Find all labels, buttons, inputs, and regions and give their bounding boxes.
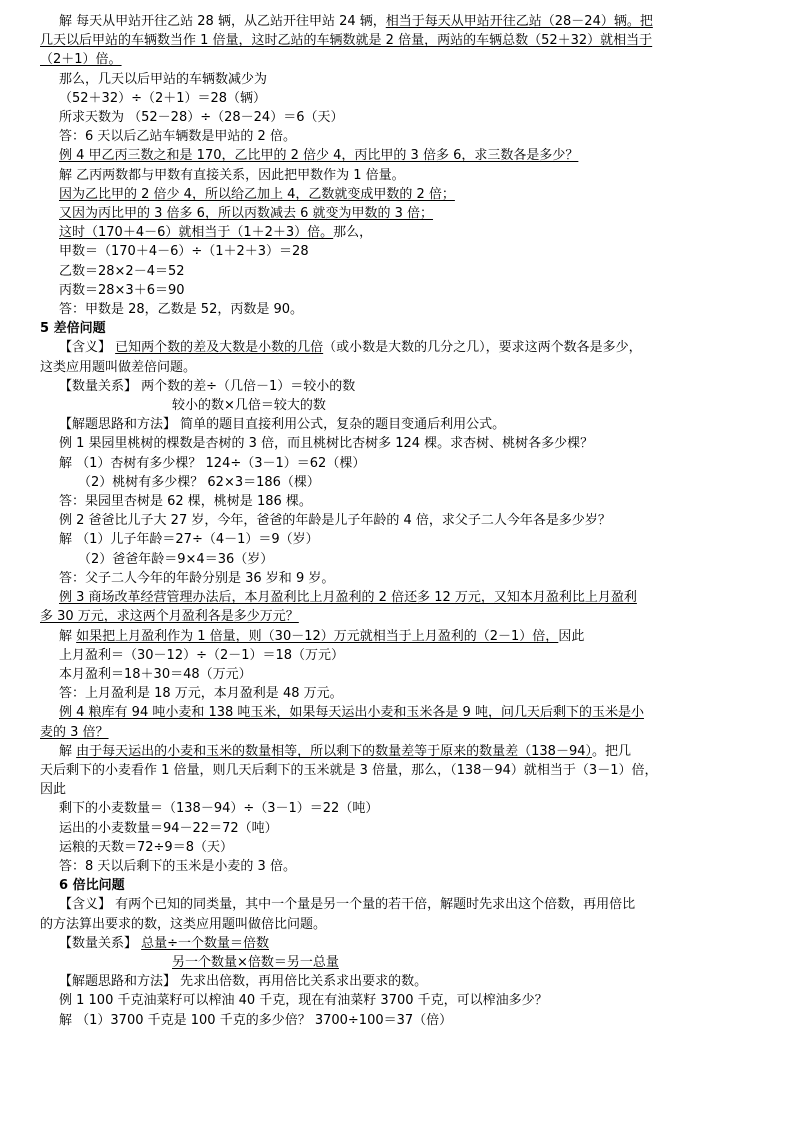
method-line: 【解题思路和方法】 简单的题目直接利用公式，复杂的题目变通后利用公式。 [59,417,506,433]
text-line: 这类应用题叫做差倍问题。 [40,359,197,375]
example-heading: 例 4 粮库有 94 吨小麦和 138 吨玉米，如果每天运出小麦和玉米各是 9 吨，问几天后剩下的玉米是小 [59,705,644,721]
formula-line: 甲数＝（170＋4－6）÷（1＋2＋3）＝28 [59,244,309,260]
answer-line: 答：果园里杏树是 62 棵，桃树是 186 棵。 [59,494,312,510]
text-line: 几天以后甲站的车辆数当作 1 倍量，这时乙站的车辆数就是 2 倍量，两站的车辆总数（52＋32）就相当于 [40,33,653,49]
section-heading: 6 倍比问题 [59,878,125,894]
formula-line: 运出的小麦数量＝94－22＝72（吨） [59,820,278,836]
text-line: 这时（170＋4－6）就相当于（1＋2＋3）倍。那么， [59,225,373,241]
method-line: 【解题思路和方法】 先求出倍数，再用倍比关系求出要求的数。 [59,974,428,990]
formula-line: 本月盈利＝18＋30＝48（万元） [59,666,252,682]
answer-line: 答：上月盈利是 18 万元，本月盈利是 48 万元。 [59,686,343,702]
relation-line: 较小的数×几倍＝较大的数 [172,398,326,414]
answer-line: 答：父子二人今年的年龄分别是 36 岁和 9 岁。 [59,570,335,586]
text-line: （2＋1）倍。 [40,52,122,68]
formula-line: 运粮的天数＝72÷9＝8（天） [59,839,233,855]
text-line: 解 如果把上月盈利作为 1 倍量，则（30－12）万元就相当于上月盈利的（2－1）倍，因此 [59,628,585,644]
example-heading: 例 1 果园里桃树的棵数是杏树的 3 倍，而且桃树比杏树多 124 棵。求杏树、桃树各多少棵？ [59,436,594,452]
formula-line: （52＋32）÷（2＋1）＝28（辆） [59,90,267,106]
example-heading: 例 2 爸爸比儿子大 27 岁，今年，爸爸的年龄是儿子年龄的 4 倍，求父子二人今年各是多少岁？ [59,513,611,529]
example-heading: 例 4 甲乙丙三数之和是 170，乙比甲的 2 倍少 4，丙比甲的 3 倍多 6，求三数各是多少？ [59,148,579,164]
definition-line: 【含义】 有两个已知的同类量，其中一个量是另一个量的若干倍，解题时先求出这个倍数，再用倍比 [59,897,636,913]
text-line: 解 由于每天运出的小麦和玉米的数量相等，所以剩下的数量差等于原来的数量差（138－94）。把几 [59,743,632,759]
text-line: 解 （1）杏树有多少棵？ 124÷（3－1）＝62（棵） [59,455,366,471]
relation-line: 【数量关系】 总量÷一个数量＝倍数 [59,935,270,951]
formula-line: 所求天数为 （52－28）÷（28－24）＝6（天） [59,110,344,126]
text-line: 天后剩下的小麦看作 1 倍量，则几天后剩下的玉米就是 3 倍量，那么，（138－94）就相当于（3－1）倍， [40,762,658,778]
text-line: 解 （1）3700 千克是 100 千克的多少倍？ 3700÷100＝37（倍） [59,1012,453,1028]
relation-line: 【数量关系】 两个数的差÷（几倍－1）＝较小的数 [59,378,356,394]
formula-line: 剩下的小麦数量＝（138－94）÷（3－1）＝22（吨） [59,801,379,817]
text-line: 因为乙比甲的 2 倍少 4，所以给乙加上 4，乙数就变成甲数的 2 倍； [59,186,455,202]
text-line: 解 乙丙两数都与甲数有直接关系，因此把甲数作为 1 倍量。 [59,167,405,183]
text-line: 解 （1）儿子年龄＝27÷（4－1）＝9（岁） [59,532,319,548]
text-line: 又因为丙比甲的 3 倍多 6，所以丙数减去 6 就变为甲数的 3 倍； [59,206,434,222]
example-heading: 例 3 商场改革经营管理办法后，本月盈利比上月盈利的 2 倍还多 12 万元，又知本月盈利比上月盈利 [59,590,637,606]
example-heading: 例 1 100 千克油菜籽可以榨油 40 千克，现在有油菜籽 3700 千克，可以榨油多少？ [59,993,548,1009]
text-line: （2）桃树有多少棵？ 62×3＝186（棵） [78,474,320,490]
relation-line: 另一个数量×倍数＝另一总量 [172,954,339,970]
answer-line: 答：甲数是 28，乙数是 52，丙数是 90。 [59,302,304,318]
answer-line: 答：8 天以后剩下的玉米是小麦的 3 倍。 [59,858,296,874]
text-line: 解 每天从甲站开往乙站 28 辆，从乙站开往甲站 24 辆，相当于每天从甲站开往乙站（28－24）辆。把 [59,14,653,29]
section-heading: 5 差倍问题 [40,321,106,337]
definition-line: 【含义】 已知两个数的差及大数是小数的几倍（或小数是大数的几分之几），要求这两个数各是多少， [59,340,642,356]
text-line: 那么，几天以后甲站的车辆数减少为 [59,71,268,87]
text-line: 因此 [40,782,67,798]
text-line: （2）爸爸年龄＝9×4＝36（岁） [78,551,274,567]
text-line: 多 30 万元，求这两个月盈利各是多少万元？ [40,609,299,625]
formula-line: 上月盈利＝（30－12）÷（2－1）＝18（万元） [59,647,345,663]
text-line: 的方法算出要求的数，这类应用题叫做倍比问题。 [40,916,327,932]
text-line: 麦的 3 倍？ [40,724,109,740]
answer-line: 答：6 天以后乙站车辆数是甲站的 2 倍。 [59,129,296,145]
formula-line: 丙数＝28×3＋6＝90 [59,282,185,298]
formula-line: 乙数＝28×2－4＝52 [59,263,185,279]
